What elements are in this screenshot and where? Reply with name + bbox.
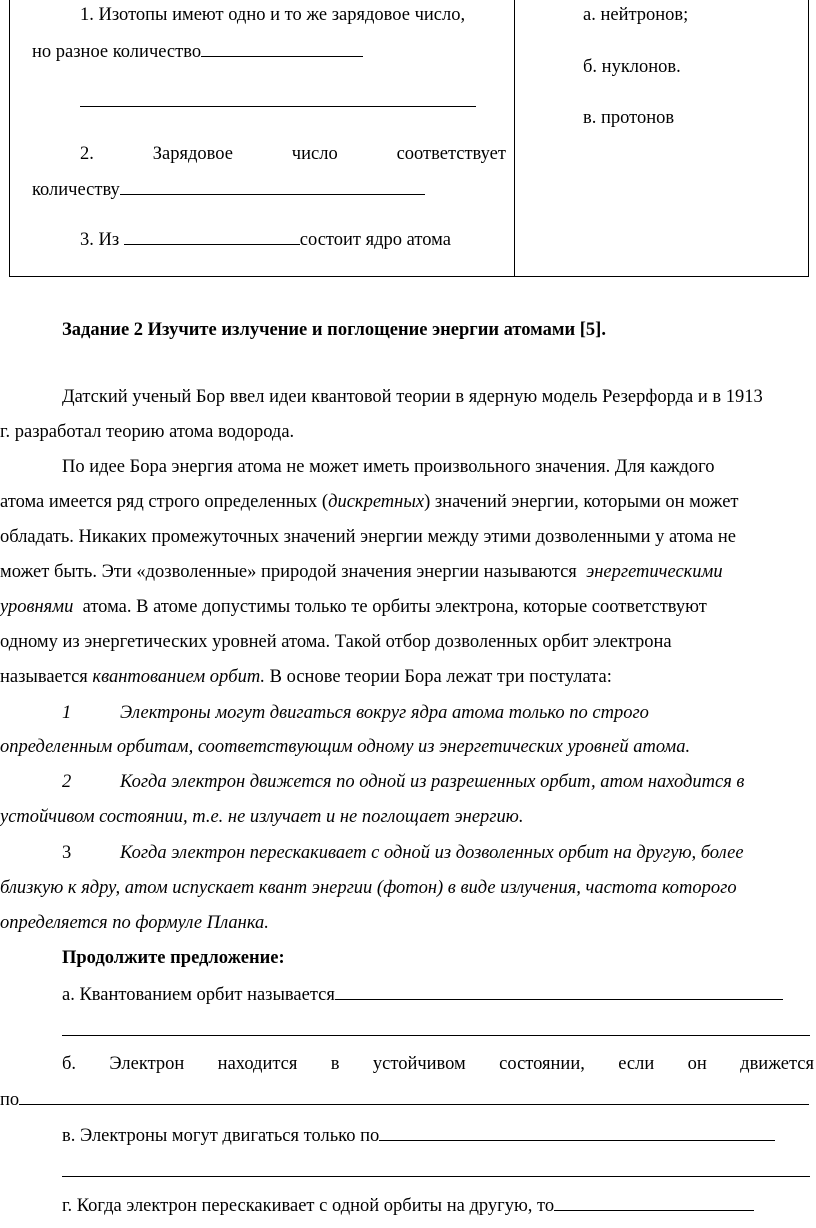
p2-line4 <box>0 561 723 583</box>
postulate1-number <box>62 702 71 724</box>
postulate2-line1 <box>120 771 744 793</box>
fill-c-blank[interactable] <box>379 1124 775 1141</box>
p2-line2-b: ) значений энергии, которыми он может <box>424 492 739 512</box>
fill-b-word: Электрон <box>109 1054 185 1074</box>
postulate2-line1-text: Когда электрон движется по одной из разрешенных орбит, атом находится в <box>120 772 745 792</box>
postulate2-num: 2 <box>62 772 72 792</box>
fill-a-blank-2[interactable] <box>62 1035 810 1036</box>
fill-b-word: устойчивом <box>372 1054 466 1074</box>
p2-line4-a: может быть. Эти «дозволенные» природой значения энергии называются <box>0 562 577 582</box>
q1-line2 <box>32 40 363 63</box>
fill-b-word: состоянии, <box>499 1054 585 1074</box>
fill-b-word: б. <box>62 1054 77 1074</box>
table-left-cell <box>10 0 514 276</box>
table-right-cell <box>515 0 808 276</box>
p2-term-discrete: дискретных <box>328 492 425 512</box>
fill-b-word: движется <box>740 1054 814 1074</box>
postulate3-number: 3 <box>62 843 72 863</box>
fill-b-word: если <box>618 1054 655 1074</box>
p2-term-levels: уровнями <box>0 597 74 617</box>
q1-line1: 1. Изотопы имеют одно и то же зарядовое число, <box>80 5 466 25</box>
fill-b-line2 <box>0 1088 809 1111</box>
p2-line3: обладать. Никаких промежуточных значений энергии между этими дозволенными у атома не <box>0 527 736 547</box>
q2-word: Зарядовое <box>152 144 233 164</box>
q1-answer-blank-2[interactable] <box>80 106 476 107</box>
p2-line7-b: В основе теории Бора лежат три постулата: <box>269 667 612 687</box>
p2-line1: По идее Бора энергия атома не может иметь произвольного значения. Для каждого <box>62 457 715 477</box>
postulate1-line1-text: Электроны могут двигаться вокруг ядра атома только по строго <box>120 703 649 723</box>
fill-d-blank[interactable] <box>554 1194 754 1211</box>
q2-answer-blank[interactable] <box>120 178 425 195</box>
fill-b-word: находится <box>217 1054 298 1074</box>
q1-line2-text: но разное количество <box>32 42 202 62</box>
fill-a-text: а. Квантованием орбит называется <box>62 985 335 1005</box>
postulate2-line2 <box>0 806 523 828</box>
fill-d-line <box>62 1194 754 1217</box>
fill-b-blank[interactable] <box>19 1088 809 1105</box>
fill-b-line1 <box>62 1053 814 1075</box>
fill-a-blank[interactable] <box>335 983 783 1000</box>
p2-line6: одному из энергетических уровней атома. Такой отбор дозволенных орбит электрона <box>0 632 672 652</box>
postulate2-number <box>62 771 71 793</box>
q2-word: число <box>291 144 338 164</box>
p2-line7 <box>0 666 612 688</box>
option-c: в. протонов <box>583 108 675 128</box>
q2-line1 <box>80 143 506 165</box>
p1-line1: Датский ученый Бор ввел идеи квантовой теории в ядерную модель Резерфорда и в 1913 <box>62 387 763 407</box>
q2-line2-text: количеству <box>32 180 120 200</box>
fill-c-blank-2[interactable] <box>62 1176 810 1177</box>
q3-answer-blank[interactable] <box>124 228 300 245</box>
option-b: б. нуклонов. <box>583 57 681 77</box>
q3-line <box>80 228 451 251</box>
postulate3-line1 <box>120 842 744 864</box>
fill-b-word: в <box>330 1054 340 1074</box>
postulate3-line1-text: Когда электрон перескакивает с одной из дозволенных орбит на другую, более <box>120 843 744 863</box>
q2-line2 <box>32 178 425 201</box>
postulate3-line3 <box>0 912 269 934</box>
postulate3-line2-text: близкую к ядру, атом испускает квант энергии (фотон) в виде излучения, частота которого <box>0 878 737 898</box>
postulate3-line2 <box>0 877 737 899</box>
fill-d-text: г. Когда электрон перескакивает с одной орбиты на другую, то <box>62 1196 555 1216</box>
task2-title <box>62 319 606 341</box>
p2-term-energy: энергетическими <box>586 562 723 582</box>
task2-title-text: Задание 2 Изучите излучение и поглощение энергии атомами [5]. <box>62 320 606 340</box>
continue-heading <box>62 947 285 969</box>
p2-line7-a: называется <box>0 667 88 687</box>
p2-line2-a: атома имеется ряд строго определенных ( <box>0 492 329 512</box>
fill-c-line <box>62 1124 775 1147</box>
p2-line5 <box>0 596 707 618</box>
p2-term-quantization: квантованием орбит. <box>92 667 266 687</box>
fill-c-text: в. Электроны могут двигаться только по <box>62 1126 380 1146</box>
p2-line2 <box>0 491 739 513</box>
matching-table <box>9 0 809 277</box>
fill-b-word: он <box>687 1054 707 1074</box>
q3-suffix: состоит ядро атома <box>299 230 451 250</box>
postulate1-line2 <box>0 736 690 758</box>
continue-heading-text: Продолжите предложение: <box>62 948 285 968</box>
postulate1-line2-text: определенным орбитам, соответствующим одному из энергетических уровней атома. <box>0 737 691 757</box>
q3-prefix: 3. Из <box>80 230 120 250</box>
q1-answer-blank[interactable] <box>201 40 363 57</box>
p1-line2: г. разработал теорию атома водорода. <box>0 422 295 442</box>
postulate1-num: 1 <box>62 703 72 723</box>
postulate1-line1 <box>120 702 649 724</box>
postulate2-line2-text: устойчивом состоянии, т.е. не излучает и не поглощает энергию. <box>0 807 524 827</box>
q2-word: 2. <box>80 144 94 164</box>
fill-b-line2-text: по <box>0 1090 20 1110</box>
p2-line5-b: атома. В атоме допустимы только те орбиты электрона, которые соответствуют <box>82 597 707 617</box>
q2-word: соответствует <box>396 144 506 164</box>
fill-a-line <box>62 983 783 1006</box>
postulate3-line3-text: определяется по формуле Планка. <box>0 913 269 933</box>
option-a: а. нейтронов; <box>583 5 689 25</box>
